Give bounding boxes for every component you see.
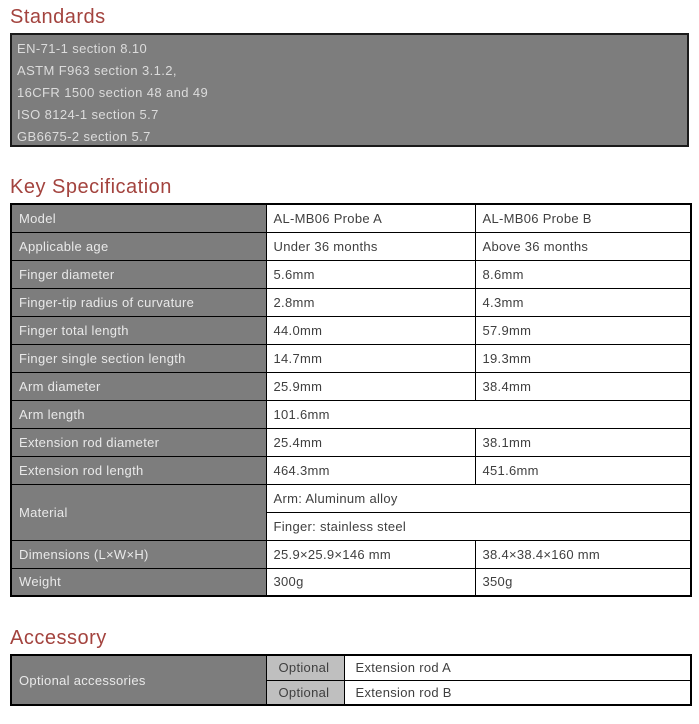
spec-label: Model xyxy=(11,204,266,232)
table-row xyxy=(11,316,691,344)
standards-item: EN-71-1 section 8.10 xyxy=(17,41,148,56)
spec-label: Extension rod length xyxy=(11,456,266,484)
spec-value-span: Arm: Aluminum alloy xyxy=(266,484,691,512)
spec-value-a: 464.3mm xyxy=(266,456,475,484)
spec-value-b: Above 36 months xyxy=(475,232,691,260)
spec-value-b: AL-MB06 Probe B xyxy=(475,204,691,232)
spec-label: Arm length xyxy=(11,400,266,428)
spec-value-a: 25.4mm xyxy=(266,428,475,456)
spec-value-a: 300g xyxy=(266,568,475,596)
spec-value-a: 44.0mm xyxy=(266,316,475,344)
standards-item: ASTM F963 section 3.1.2, xyxy=(17,63,177,78)
spec-value-b: 451.6mm xyxy=(475,456,691,484)
accessory-section-title: Accessory xyxy=(10,627,107,649)
spec-value-b: 19.3mm xyxy=(475,344,691,372)
spec-label: Finger single section length xyxy=(11,344,266,372)
spec-label: Arm diameter xyxy=(11,372,266,400)
table-row xyxy=(11,655,691,680)
table-row xyxy=(11,484,691,512)
spec-label: Material xyxy=(11,484,266,540)
standards-item: ISO 8124-1 section 5.7 xyxy=(17,107,159,122)
table-row xyxy=(11,288,691,316)
spec-label: Extension rod diameter xyxy=(11,428,266,456)
spec-value-b: 8.6mm xyxy=(475,260,691,288)
table-row xyxy=(11,456,691,484)
spec-label: Weight xyxy=(11,568,266,596)
standards-box xyxy=(10,33,689,147)
table-row xyxy=(11,568,691,596)
table-row xyxy=(11,204,691,232)
key-specification-table xyxy=(10,203,692,597)
spec-value-a: 25.9mm xyxy=(266,372,475,400)
standards-section-title: Standards xyxy=(10,6,106,28)
accessory-value: Extension rod B xyxy=(344,680,691,705)
table-row xyxy=(11,540,691,568)
table-row xyxy=(11,372,691,400)
accessory-table xyxy=(10,654,692,706)
spec-label: Finger-tip radius of curvature xyxy=(11,288,266,316)
spec-label: Finger diameter xyxy=(11,260,266,288)
spec-label: Applicable age xyxy=(11,232,266,260)
accessory-optional-tag: Optional xyxy=(266,680,344,705)
spec-value-a: 5.6mm xyxy=(266,260,475,288)
spec-value-a: 2.8mm xyxy=(266,288,475,316)
accessory-value: Extension rod A xyxy=(344,655,691,680)
spec-value-a: AL-MB06 Probe A xyxy=(266,204,475,232)
spec-value-a: 14.7mm xyxy=(266,344,475,372)
spec-value-b: 4.3mm xyxy=(475,288,691,316)
spec-label: Finger total length xyxy=(11,316,266,344)
spec-value-b: 38.4×38.4×160 mm xyxy=(475,540,691,568)
spec-value-b: 38.4mm xyxy=(475,372,691,400)
key-specification-section-title: Key Specification xyxy=(10,176,172,198)
standards-item: GB6675-2 section 5.7 xyxy=(17,129,151,144)
table-row xyxy=(11,232,691,260)
standards-item: 16CFR 1500 section 48 and 49 xyxy=(17,85,209,100)
spec-value-b: 38.1mm xyxy=(475,428,691,456)
table-row xyxy=(11,344,691,372)
table-row xyxy=(11,260,691,288)
spec-value-b: 350g xyxy=(475,568,691,596)
spec-value-span: 101.6mm xyxy=(266,400,691,428)
accessory-label: Optional accessories xyxy=(11,655,266,705)
spec-value-b: 57.9mm xyxy=(475,316,691,344)
spec-value-a: Under 36 months xyxy=(266,232,475,260)
spec-label: Dimensions (L×W×H) xyxy=(11,540,266,568)
table-row xyxy=(11,400,691,428)
spec-value-span: Finger: stainless steel xyxy=(266,512,691,540)
spec-value-a: 25.9×25.9×146 mm xyxy=(266,540,475,568)
accessory-optional-tag: Optional xyxy=(266,655,344,680)
table-row xyxy=(11,428,691,456)
